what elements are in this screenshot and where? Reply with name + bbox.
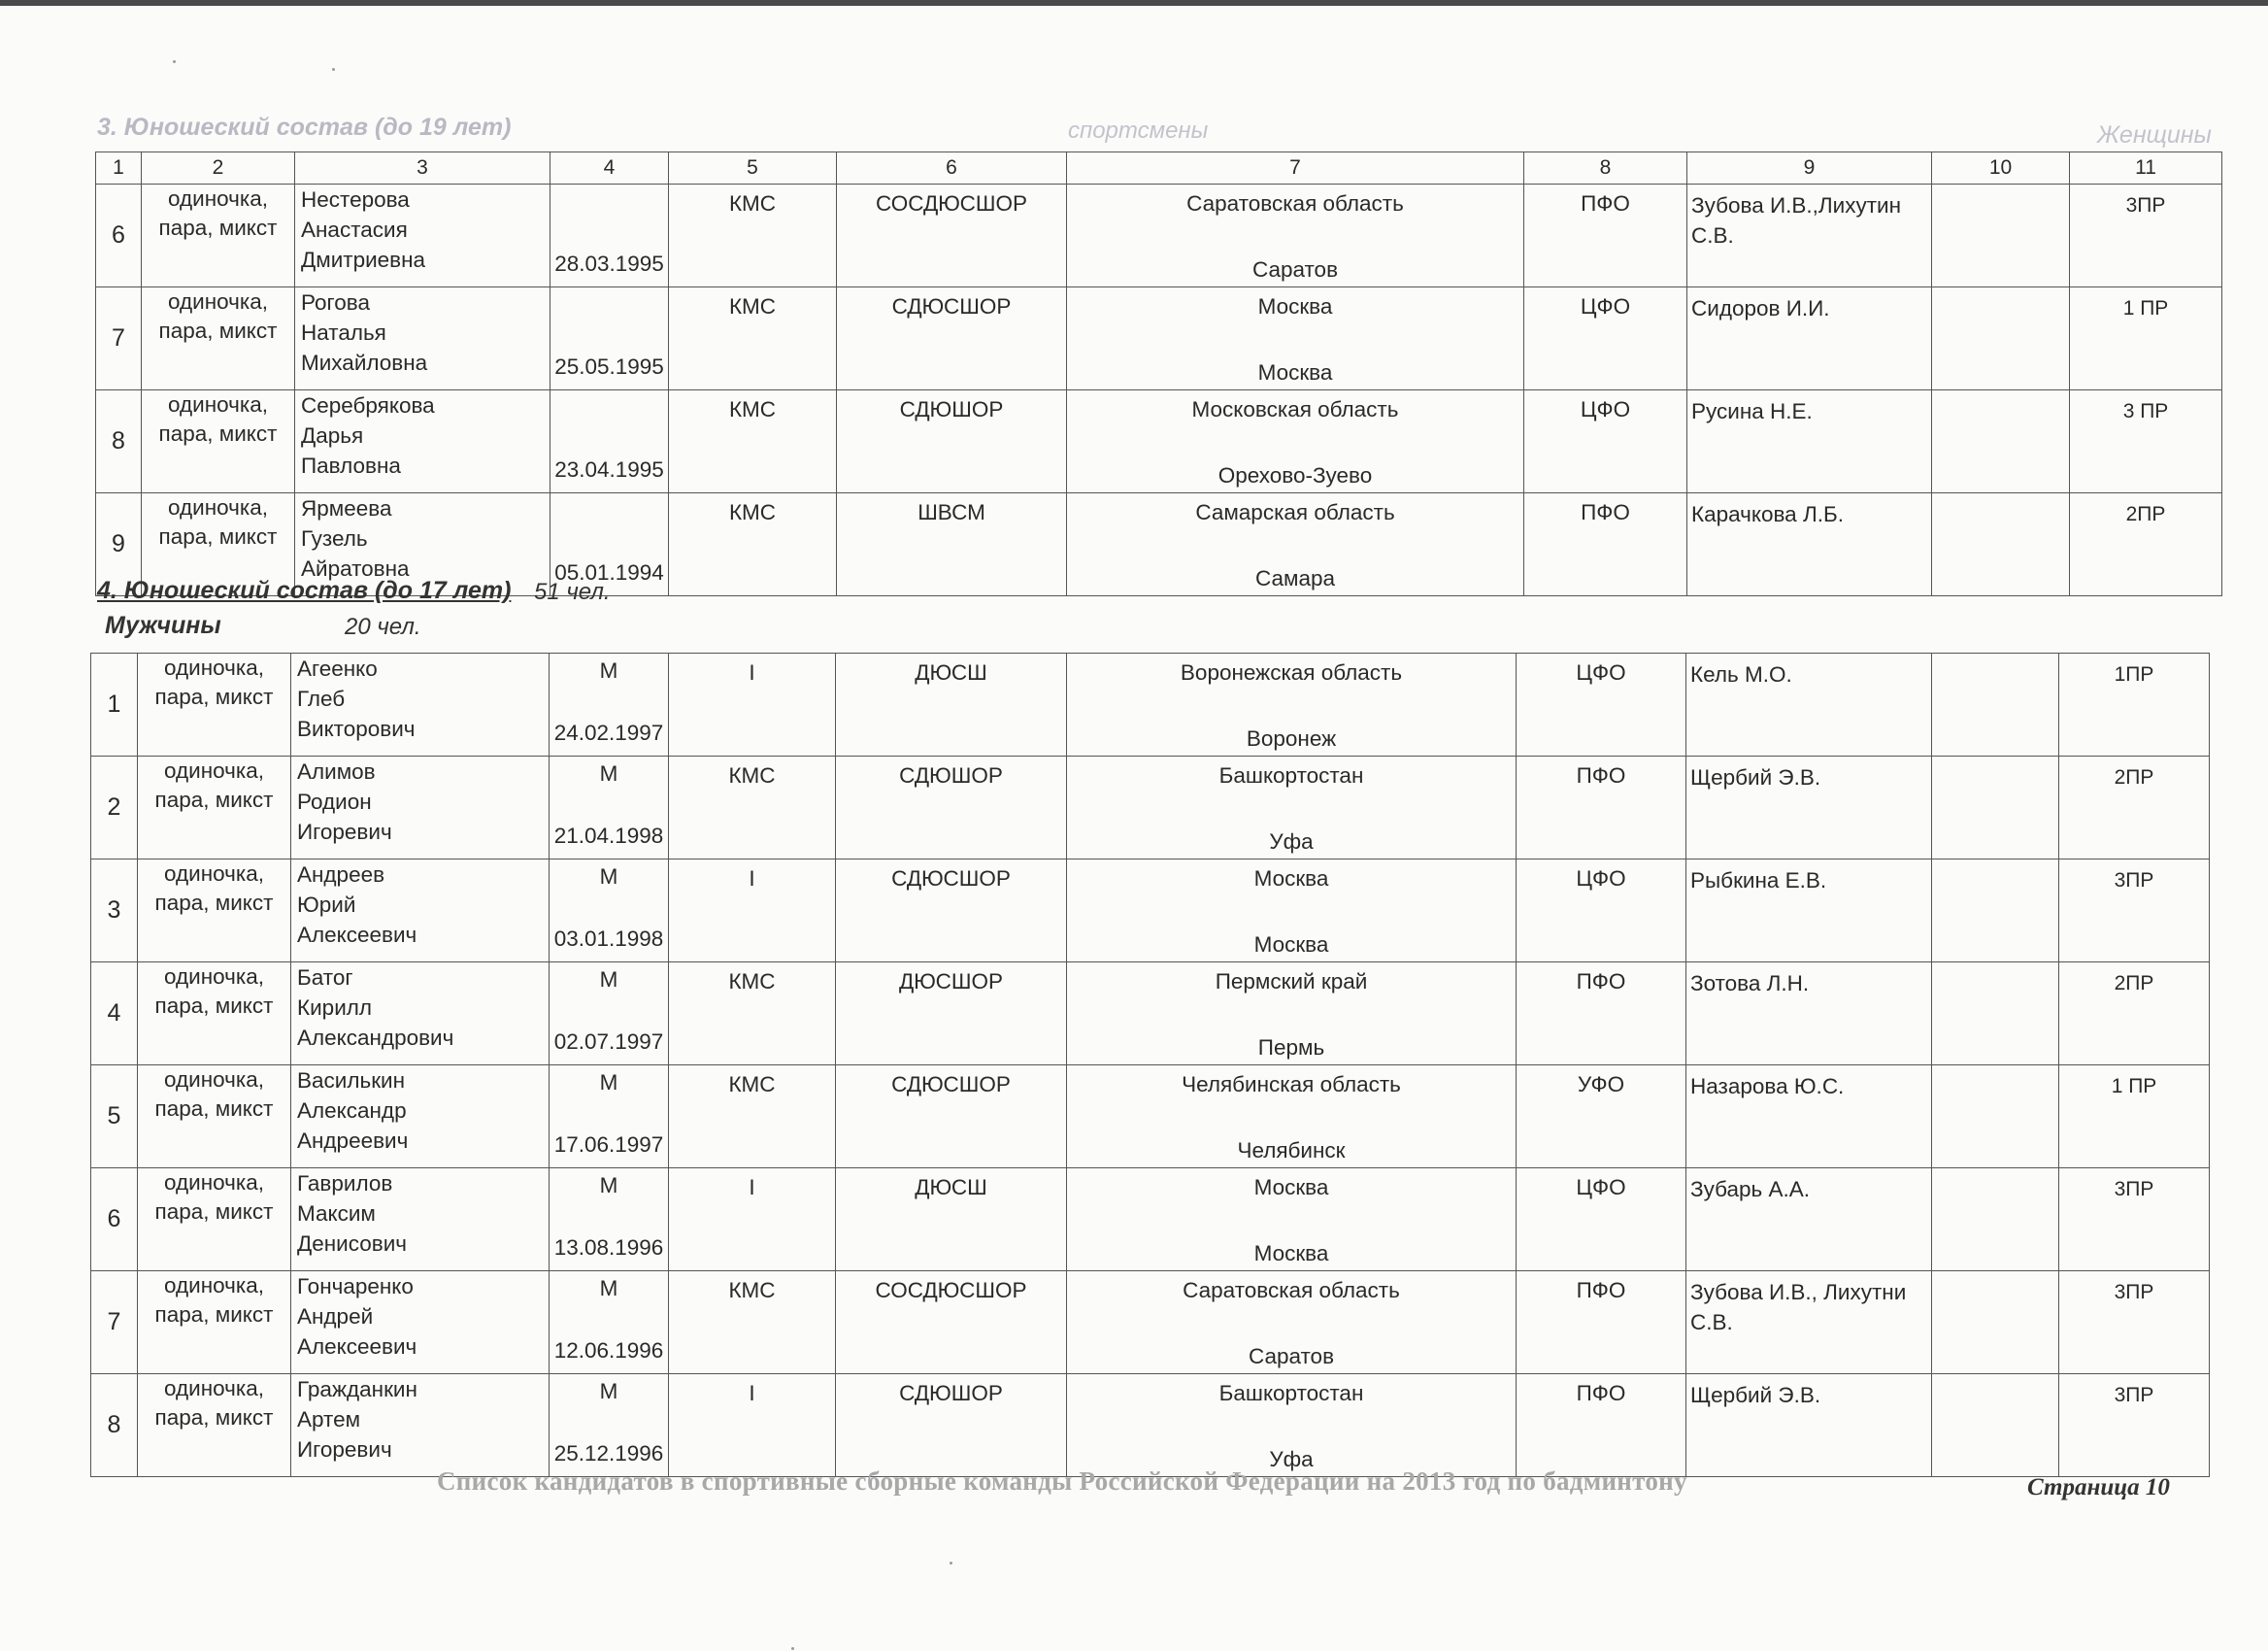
patronymic: Михайловна	[301, 351, 428, 375]
first-name: Артем	[297, 1407, 361, 1432]
scan-speck	[791, 1647, 794, 1650]
city: Уфа	[1269, 829, 1314, 854]
column-10	[1932, 493, 2070, 596]
sport-rank: I	[669, 1168, 836, 1271]
city: Пермь	[1257, 1035, 1325, 1060]
first-name: Юрий	[297, 893, 356, 917]
region-city	[1067, 493, 1524, 596]
gender: М	[599, 658, 618, 683]
sport-rank: КМС	[669, 1065, 836, 1168]
column-number: 10	[1932, 152, 2070, 185]
gender-birth	[550, 962, 669, 1065]
discipline: одиночка, пара, микст	[138, 654, 291, 757]
table-row	[96, 390, 2222, 493]
row-number: 2	[91, 757, 138, 859]
surname: Андреев	[297, 862, 385, 887]
column-number: 9	[1687, 152, 1932, 185]
scan-edge	[0, 0, 2268, 6]
gender	[550, 287, 668, 289]
sport-school: СДЮШОР	[836, 1374, 1067, 1477]
birth-date: 21.04.1998	[553, 824, 664, 848]
gender: М	[599, 1173, 618, 1197]
column-10	[1932, 757, 2059, 859]
section-4-title: 4. Юношеский состав (до 17 лет)	[97, 577, 512, 604]
column-number-row	[96, 152, 2222, 185]
region: Пермский край	[1215, 969, 1368, 994]
category: 1ПР	[2059, 654, 2210, 757]
first-name: Дарья	[301, 423, 364, 448]
full-name	[291, 1065, 550, 1168]
column-number: 2	[142, 152, 295, 185]
first-name: Гузель	[301, 526, 368, 551]
surname: Гаврилов	[297, 1171, 393, 1196]
patronymic: Александрович	[297, 1026, 454, 1050]
column-number: 6	[837, 152, 1067, 185]
birth-date: 13.08.1996	[553, 1235, 664, 1260]
row-number: 8	[91, 1374, 138, 1477]
region-city	[1067, 287, 1524, 390]
sport-school: ШВСМ	[837, 493, 1067, 596]
gender-birth	[550, 1271, 669, 1374]
region-city	[1067, 654, 1517, 757]
column-10	[1932, 654, 2059, 757]
scan-speck	[173, 60, 176, 63]
federal-district: ЦФО	[1517, 654, 1686, 757]
sport-school: СДЮСШОР	[837, 287, 1067, 390]
category: 1 ПР	[2059, 1065, 2210, 1168]
men-table	[90, 653, 2210, 1477]
row-number: 6	[96, 185, 142, 287]
table-row	[91, 1374, 2210, 1477]
region: Москва	[1253, 1175, 1329, 1199]
sport-school: СДЮШОР	[837, 390, 1067, 493]
sport-rank: КМС	[669, 962, 836, 1065]
sport-school: ДЮСШОР	[836, 962, 1067, 1065]
row-number: 7	[96, 287, 142, 390]
column-10	[1932, 1374, 2059, 1477]
gender	[550, 493, 668, 495]
city: Уфа	[1269, 1447, 1314, 1471]
coach: Зубарь А.А.	[1686, 1168, 1932, 1271]
column-10	[1932, 962, 2059, 1065]
gender-birth	[550, 1065, 669, 1168]
surname: Батог	[297, 965, 353, 990]
scan-speck	[950, 1562, 952, 1565]
full-name	[291, 757, 550, 859]
table-row	[91, 757, 2210, 859]
full-name	[291, 1271, 550, 1374]
category: 3ПР	[2059, 1374, 2210, 1477]
birth-date: 25.12.1996	[553, 1441, 664, 1466]
full-name	[295, 185, 550, 287]
federal-district: ПФО	[1524, 493, 1687, 596]
region-city	[1067, 1168, 1517, 1271]
column-number: 1	[96, 152, 142, 185]
first-name: Александр	[297, 1098, 407, 1123]
sport-school: СДЮШОР	[836, 757, 1067, 859]
sport-school: ДЮСШ	[836, 654, 1067, 757]
gender-birth	[550, 859, 669, 962]
first-name: Анастасия	[301, 218, 408, 242]
women-table	[95, 152, 2222, 596]
city: Воронеж	[1246, 726, 1337, 751]
table-row	[91, 654, 2210, 757]
row-number: 5	[91, 1065, 138, 1168]
region: Саратовская область	[1186, 191, 1404, 216]
column-10	[1932, 1168, 2059, 1271]
row-number: 7	[91, 1271, 138, 1374]
coach: Щербий Э.В.	[1686, 1374, 1932, 1477]
row-number: 8	[96, 390, 142, 493]
footer-caption: Список кандидатов в спортивные сборные команды Российской Федерации на 2013 год по бадминтону	[437, 1466, 1687, 1496]
sport-school: СДЮСШОР	[836, 859, 1067, 962]
region: Москва	[1257, 294, 1333, 319]
row-number: 4	[91, 962, 138, 1065]
coach: Зотова Л.Н.	[1686, 962, 1932, 1065]
column-number: 5	[669, 152, 837, 185]
surname: Василькин	[297, 1068, 406, 1093]
column-number: 8	[1524, 152, 1687, 185]
full-name	[295, 390, 550, 493]
first-name: Максим	[297, 1201, 376, 1226]
city: Саратов	[1248, 1344, 1335, 1368]
birth-date: 05.01.1994	[554, 560, 664, 585]
surname: Рогова	[301, 290, 370, 315]
birth-date: 17.06.1997	[553, 1132, 664, 1157]
region-city	[1067, 757, 1517, 859]
table-row	[91, 1065, 2210, 1168]
full-name	[291, 1374, 550, 1477]
coach: Зубова И.В.,Лихутин С.В.	[1687, 185, 1932, 287]
full-name	[295, 287, 550, 390]
section-4-count: 51 чел.	[534, 579, 611, 605]
gender: М	[599, 864, 618, 889]
first-name: Глеб	[297, 687, 346, 711]
coach: Щербий Э.В.	[1686, 757, 1932, 859]
region: Башкортостан	[1218, 1381, 1364, 1405]
first-name: Андрей	[297, 1304, 374, 1329]
sport-school: СОСДЮСШОР	[836, 1271, 1067, 1374]
discipline: одиночка, пара, микст	[142, 493, 295, 596]
region-city	[1067, 962, 1517, 1065]
region-city	[1067, 1271, 1517, 1374]
birth-date: 24.02.1997	[553, 721, 664, 745]
table-row	[91, 859, 2210, 962]
category: 2ПР	[2059, 962, 2210, 1065]
discipline: одиночка, пара, микст	[142, 185, 295, 287]
sport-rank: КМС	[669, 757, 836, 859]
city: Саратов	[1251, 257, 1339, 282]
region: Саратовская область	[1183, 1278, 1400, 1302]
region: Воронежская область	[1180, 660, 1403, 685]
gender: М	[599, 1070, 618, 1095]
region-city	[1067, 185, 1524, 287]
region-city	[1067, 859, 1517, 962]
birth-date: 12.06.1996	[553, 1338, 664, 1363]
patronymic: Викторович	[297, 717, 416, 741]
men-count: 20 чел.	[345, 614, 421, 640]
federal-district: ПФО	[1517, 1271, 1686, 1374]
category: 3 ПР	[2070, 390, 2222, 493]
category: 3ПР	[2059, 859, 2210, 962]
discipline: одиночка, пара, микст	[142, 287, 295, 390]
sport-rank: I	[669, 654, 836, 757]
region: Башкортостан	[1218, 763, 1364, 788]
first-name: Наталья	[301, 320, 386, 345]
first-name: Кирилл	[297, 995, 373, 1020]
birth-date: 03.01.1998	[553, 927, 664, 951]
gender: М	[599, 1379, 618, 1403]
city: Москва	[1253, 932, 1329, 957]
surname: Нестерова	[301, 187, 410, 212]
sport-rank: КМС	[669, 493, 837, 596]
gender-birth	[550, 654, 669, 757]
city: Самара	[1254, 566, 1336, 590]
gender	[550, 185, 668, 186]
surname: Гражданкин	[297, 1377, 417, 1401]
region-city	[1067, 1065, 1517, 1168]
table-row	[96, 185, 2222, 287]
region-city	[1067, 1374, 1517, 1477]
sport-school: СОСДЮСШОР	[837, 185, 1067, 287]
federal-district: ЦФО	[1524, 390, 1687, 493]
row-number: 3	[91, 859, 138, 962]
federal-district: ЦФО	[1517, 1168, 1686, 1271]
city: Москва	[1253, 1241, 1329, 1265]
column-number: 3	[295, 152, 550, 185]
coach: Русина Н.Е.	[1687, 390, 1932, 493]
gender-label: Женщины	[2097, 121, 2212, 149]
discipline: одиночка, пара, микст	[138, 757, 291, 859]
discipline: одиночка, пара, микст	[138, 962, 291, 1065]
region: Челябинская область	[1182, 1072, 1401, 1096]
patronymic: Павловна	[301, 454, 401, 478]
gender-birth	[550, 287, 669, 390]
surname: Серебрякова	[301, 393, 435, 418]
category: 1 ПР	[2070, 287, 2222, 390]
category: 2ПР	[2070, 493, 2222, 596]
region: Самарская область	[1195, 500, 1395, 524]
patronymic: Дмитриевна	[301, 248, 426, 272]
patronymic: Айратовна	[301, 556, 410, 581]
patronymic: Игоревич	[297, 1437, 392, 1462]
gender-birth	[550, 390, 669, 493]
table-row	[91, 962, 2210, 1065]
category: 3ПР	[2059, 1168, 2210, 1271]
column-10	[1932, 390, 2070, 493]
table-row	[91, 1271, 2210, 1374]
column-10	[1932, 185, 2070, 287]
discipline: одиночка, пара, микст	[138, 1168, 291, 1271]
gender-birth	[550, 1168, 669, 1271]
column-10	[1932, 1065, 2059, 1168]
participant-type: спортсмены	[1068, 118, 1209, 144]
gender: М	[599, 761, 618, 786]
row-number: 9	[96, 493, 142, 596]
federal-district: ПФО	[1517, 962, 1686, 1065]
men-label: Мужчины	[105, 612, 221, 639]
gender: М	[599, 1276, 618, 1300]
coach: Карачкова Л.Б.	[1687, 493, 1932, 596]
column-10	[1932, 287, 2070, 390]
region-city	[1067, 390, 1524, 493]
full-name	[291, 859, 550, 962]
surname: Ярмеева	[301, 496, 392, 521]
sport-rank: КМС	[669, 287, 837, 390]
column-number: 11	[2070, 152, 2222, 185]
sport-rank: КМС	[669, 390, 837, 493]
table-row	[96, 287, 2222, 390]
discipline: одиночка, пара, микст	[138, 1271, 291, 1374]
column-number: 7	[1067, 152, 1524, 185]
category: 2ПР	[2059, 757, 2210, 859]
birth-date: 02.07.1997	[553, 1029, 664, 1054]
coach: Кель М.О.	[1686, 654, 1932, 757]
scan-speck	[332, 68, 335, 71]
gender-birth	[550, 185, 669, 287]
surname: Алимов	[297, 759, 376, 784]
discipline: одиночка, пара, микст	[138, 859, 291, 962]
full-name	[291, 1168, 550, 1271]
federal-district: ПФО	[1517, 757, 1686, 859]
coach: Рыбкина Е.В.	[1686, 859, 1932, 962]
patronymic: Денисович	[297, 1231, 408, 1256]
discipline: одиночка, пара, микст	[138, 1065, 291, 1168]
sport-rank: КМС	[669, 1271, 836, 1374]
birth-date: 25.05.1995	[554, 354, 664, 379]
sport-rank: КМС	[669, 185, 837, 287]
gender: М	[599, 967, 618, 992]
coach: Зубова И.В., Лихутни С.В.	[1686, 1271, 1932, 1374]
federal-district: УФО	[1517, 1065, 1686, 1168]
full-name	[291, 962, 550, 1065]
sport-school: СДЮСШОР	[836, 1065, 1067, 1168]
gender-birth	[550, 1374, 669, 1477]
patronymic: Андреевич	[297, 1129, 409, 1153]
discipline: одиночка, пара, микст	[142, 390, 295, 493]
row-number: 6	[91, 1168, 138, 1271]
sport-rank: I	[669, 859, 836, 962]
region: Московская область	[1191, 397, 1399, 421]
patronymic: Алексеевич	[297, 1334, 417, 1359]
category: 3ПР	[2070, 185, 2222, 287]
surname: Гончаренко	[297, 1274, 414, 1298]
city: Москва	[1257, 360, 1333, 385]
section-3-title: 3. Юношеский состав (до 19 лет)	[97, 114, 512, 141]
federal-district: ПФО	[1517, 1374, 1686, 1477]
gender	[550, 390, 668, 392]
column-10	[1932, 1271, 2059, 1374]
federal-district: ЦФО	[1517, 859, 1686, 962]
federal-district: ЦФО	[1524, 287, 1687, 390]
coach: Сидоров И.И.	[1687, 287, 1932, 390]
city: Орехово-Зуево	[1217, 463, 1373, 488]
row-number: 1	[91, 654, 138, 757]
gender-birth	[550, 757, 669, 859]
patronymic: Игоревич	[297, 820, 392, 844]
page-number: Страница 10	[2027, 1474, 2170, 1500]
coach: Назарова Ю.С.	[1686, 1065, 1932, 1168]
discipline: одиночка, пара, микст	[138, 1374, 291, 1477]
full-name	[291, 654, 550, 757]
category: 3ПР	[2059, 1271, 2210, 1374]
surname: Агеенко	[297, 657, 378, 681]
birth-date: 23.04.1995	[554, 457, 664, 482]
column-number: 4	[550, 152, 669, 185]
region: Москва	[1253, 866, 1329, 891]
patronymic: Алексеевич	[297, 923, 417, 947]
city: Челябинск	[1237, 1138, 1346, 1162]
table-row	[91, 1168, 2210, 1271]
first-name: Родион	[297, 790, 372, 814]
column-10	[1932, 859, 2059, 962]
sport-rank: I	[669, 1374, 836, 1477]
federal-district: ПФО	[1524, 185, 1687, 287]
sport-school: ДЮСШ	[836, 1168, 1067, 1271]
birth-date: 28.03.1995	[554, 252, 664, 276]
